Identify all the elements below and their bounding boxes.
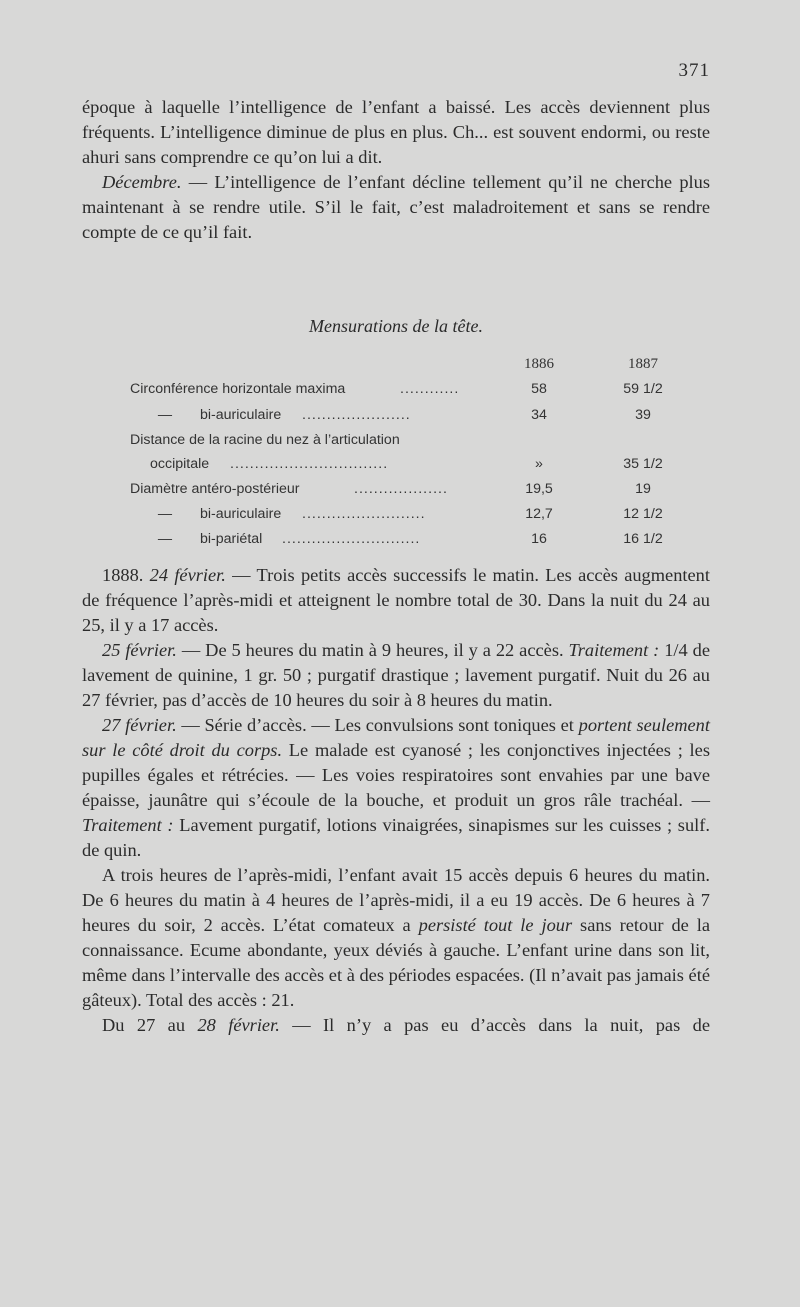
paragraph-1888-text: — Trois petits accès successifs le matin. Les accès augmentent de fréquence l’après-midi et atteignent le nombre total de 30. Dans la nuit du 24 au 25, il y a 17 accès. xyxy=(82,565,710,635)
value-1887: 39 xyxy=(635,407,651,423)
year-1887: 1887 xyxy=(628,356,658,372)
ditto-dash: — xyxy=(157,407,173,423)
paragraph-27-fevrier xyxy=(82,713,710,863)
paragraph-text: Le malade est cyanosé ; les conjonctives injectées ; les pupilles égales et rétrécies. — Les voies respiratoires sont envahies par une bave épaisse, jaunâtre qui s’écoule de la bouche, et produit un gros râle trachéal. — xyxy=(82,740,710,810)
paragraph-intro: époque à laquelle l’intelligence de l’enfant a baissé. Les accès deviennent plus fréquents. L’intelligence diminue de plus en plus. Ch... est souvent endormi, ou reste ahuri sans comprendre ce qu’on lui a dit. xyxy=(82,97,710,167)
table-row xyxy=(130,531,700,553)
table-header-row xyxy=(130,356,700,378)
row-label: bi-auriculaire xyxy=(200,506,282,522)
table-row xyxy=(130,381,700,403)
table-row xyxy=(130,432,700,454)
paragraph-text: — Série d’accès. — Les convulsions sont toniques et xyxy=(176,715,579,735)
value-1886: 34 xyxy=(531,407,547,423)
leader-dots: ............................ xyxy=(282,531,421,547)
row-label-wrap xyxy=(130,531,262,547)
row-label: occipitale xyxy=(150,456,210,472)
value-1887: 12 1/2 xyxy=(623,506,663,522)
date-december: Décembre. xyxy=(102,172,182,192)
leader-dots: ............ xyxy=(400,381,460,397)
emphasis-text: portent seulement sur le côté droit du corps. xyxy=(82,715,710,760)
date-28-fevrier: 28 février. xyxy=(197,1015,280,1035)
leader-dots: ...................... xyxy=(302,407,411,423)
value-1886: 12,7 xyxy=(525,506,553,522)
date-27-fevrier: 27 février. xyxy=(102,715,177,735)
december-text: — L’intelligence de l’enfant décline tellement qu’il ne cherche plus maintenant à se rendre utile. S’il le fait, c’est maladroitement et sans se rendre compte de ce qu’il fait. xyxy=(82,172,710,242)
row-label-wrap xyxy=(130,407,281,423)
paragraph-25-fevrier xyxy=(82,638,710,713)
value-1887: 35 1/2 xyxy=(623,456,663,472)
paragraph-december xyxy=(82,170,710,245)
paragraph-text: Lavement purgatif, lotions vinaigrées, sinapismes sur les cuisses ; sulf. de quin. xyxy=(82,815,710,860)
row-label: Circonférence horizontale maxima xyxy=(130,381,346,397)
paragraph-text: — De 5 heures du matin à 9 heures, il y a 22 accès. xyxy=(176,640,569,660)
leader-dots: ......................... xyxy=(302,506,426,522)
paragraph-1888 xyxy=(82,563,710,638)
value-1886: » xyxy=(535,456,543,472)
year-1888: 1888. xyxy=(102,565,150,585)
row-label: bi-pariétal xyxy=(200,531,263,547)
table-row xyxy=(130,506,700,528)
paragraph-text: 1/4 de lavement de quinine, 1 gr. 50 ; purgatif drastique ; lavement purgatif. Nuit du 26 au 27 février, pas d’accès de 10 heures du soir à 8 heures du matin. xyxy=(82,640,711,710)
page-number: 371 xyxy=(678,60,710,81)
ditto-dash: — xyxy=(157,531,173,547)
value-1887: 59 1/2 xyxy=(623,381,663,397)
leader-dots: ................... xyxy=(354,481,448,497)
paragraph-afternoon xyxy=(82,863,710,1013)
row-label: bi-auriculaire xyxy=(200,407,282,423)
value-1887: 16 1/2 xyxy=(623,531,663,547)
emphasis-text: persisté tout le jour xyxy=(418,915,573,935)
year-1886: 1886 xyxy=(524,356,554,372)
traitement-label: Traitement : xyxy=(568,640,660,660)
table-row xyxy=(130,481,700,503)
date-25-fevrier: 25 février. xyxy=(102,640,177,660)
row-label: Diamètre antéro-postérieur xyxy=(130,481,300,497)
text-block-top xyxy=(82,95,710,245)
table-row xyxy=(130,456,700,478)
value-1887: 19 xyxy=(635,481,651,497)
leader-dots: ................................ xyxy=(230,456,389,472)
row-label: Distance de la racine du nez à l’articulation xyxy=(130,432,400,448)
ditto-dash: — xyxy=(157,506,173,522)
date-24-fevrier: 24 février. xyxy=(149,565,226,585)
text-block-bottom xyxy=(82,563,710,1038)
row-label-wrap xyxy=(130,506,281,522)
traitement-label: Traitement : xyxy=(82,815,174,835)
value-1886: 16 xyxy=(531,531,547,547)
table-row xyxy=(130,407,700,429)
value-1886: 58 xyxy=(531,381,547,397)
measurements-heading: Mensurations de la tête. xyxy=(309,316,483,336)
paragraph-text: sans retour de la connaissance. Ecume abondante, yeux déviés à gauche. L’enfant urine dans son lit, même dans l’intervalle des accès et à des périodes espacées. (Il n’avait pas jamais été gâteux). Total des accès : 21. xyxy=(82,915,710,1010)
paragraph-text: Du 27 au xyxy=(102,1015,198,1035)
value-1886: 19,5 xyxy=(525,481,553,497)
paragraph-text: A trois heures de l’après-midi, l’enfant avait 15 accès depuis 6 heures du matin. De 6 heures du matin à 4 heures de l’après-midi, il a eu 19 accès. De 6 heures à 7 heures du soir, 2 accès. L’état comateux a xyxy=(82,865,710,935)
paragraph-text: — Il n’y a pas eu d’accès dans la nuit, pas de xyxy=(279,1015,710,1035)
paragraph-27-28-fevrier xyxy=(82,1013,710,1038)
